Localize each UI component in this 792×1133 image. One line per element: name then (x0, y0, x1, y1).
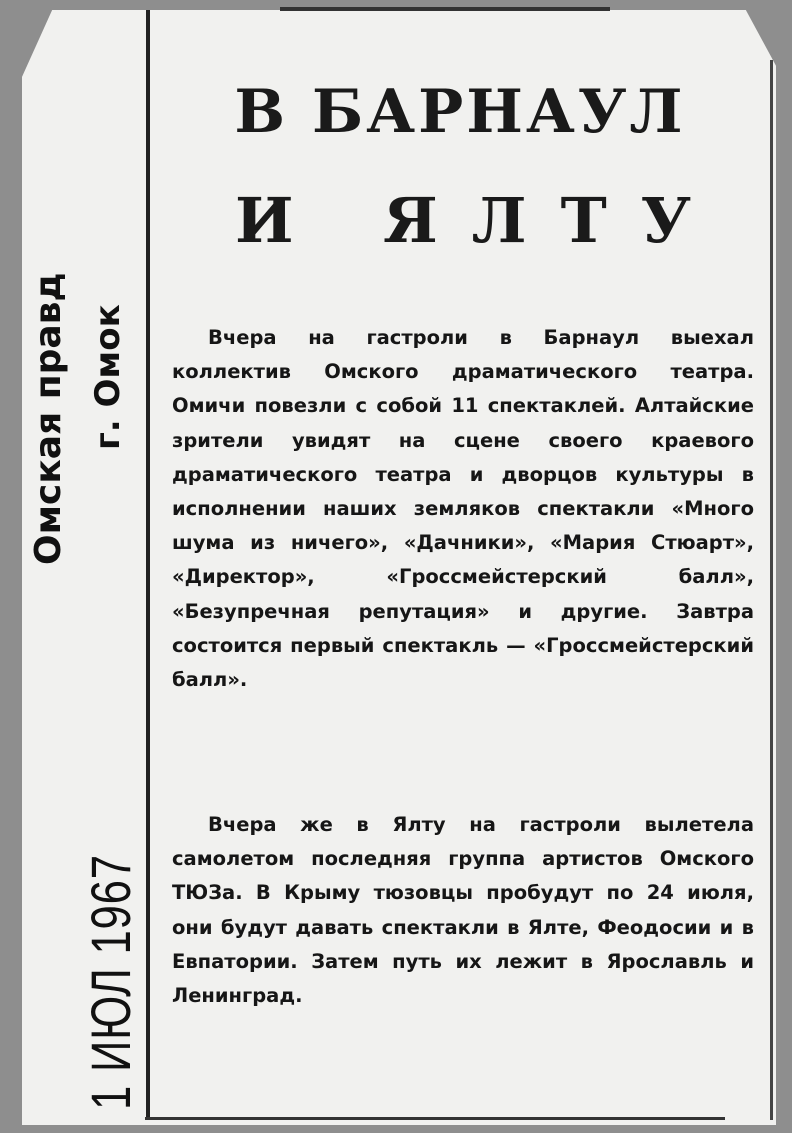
headline-line-2: И ЯЛТУ (234, 184, 726, 257)
stamp-newspaper-name: Омская правд (28, 272, 69, 565)
stamp-divider-rule (146, 10, 150, 1120)
article-paragraph: Вчера на гастроли в Барнаул выехал коллектив Омского драматического театра. Омичи повезли с собой 11 спектаклей. Алтайские зрители увидят на сцене своего краевого драматического театра и дворцов культуры в исполнении наших земляков спектакли «Много шума из ничего», «Дачники», «Мария Стюарт», «Директор», «Гроссмейстерский балл», «Безупречная репутация» и другие. Завтра состоится первый спектакль — «Гроссмейстерский балл». (172, 326, 754, 692)
headline-line-1: В БАРНАУЛ (234, 77, 686, 147)
bottom-rule (145, 1117, 725, 1120)
article-paragraph: Вчера же в Ялту на гастроли вылетела самолетом последняя группа артистов Омского ТЮЗа. В Крыму тюзовцы пробудут по 24 июля, они будут давать спектакли в Ялте, Феодосии и в Евпатории. Затем путь их лежит в Ярославль и Ленинград. (172, 813, 754, 1008)
top-rule (280, 7, 610, 11)
stamp-city: г. Омок (88, 304, 128, 450)
stamp-date: 1 ИЮЛ 1967 (79, 854, 142, 1110)
